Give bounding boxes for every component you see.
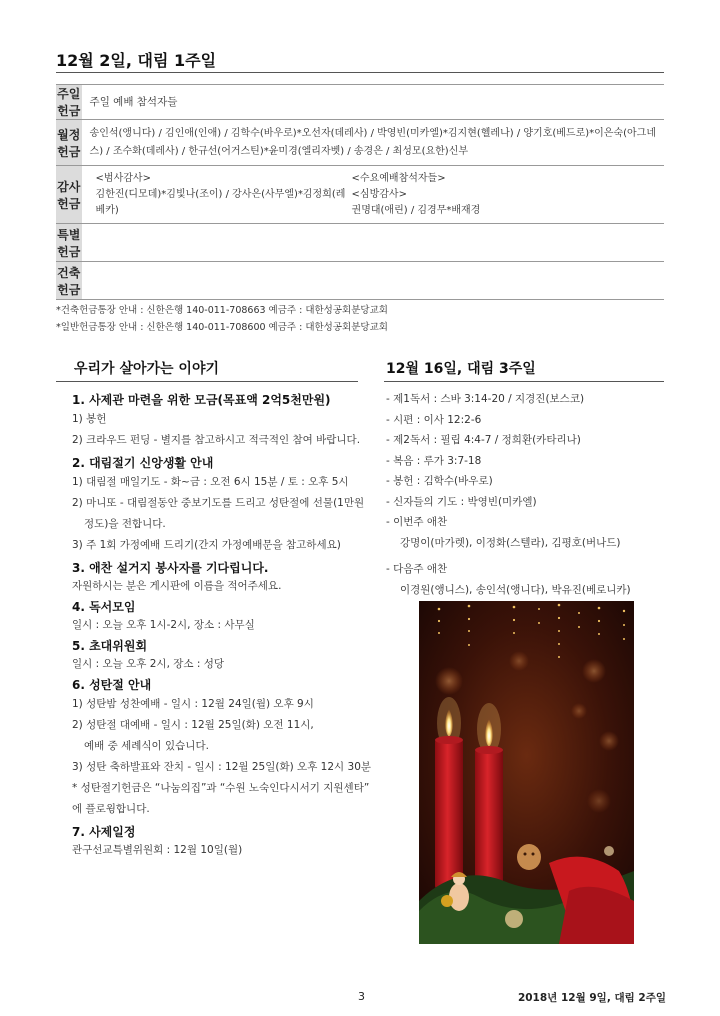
thanks-left-line: 베카) xyxy=(95,204,119,216)
dec16-section xyxy=(386,389,666,600)
dec16-heading-rule xyxy=(384,381,664,382)
story-line: 일시 : 오늘 오후 1시-2시, 장소 : 사무실 xyxy=(72,619,255,631)
thanks-offering-label: 감사헌금 xyxy=(56,166,82,224)
story-line: 3) 주 1회 가정예배 드리기(간지 가정예배문을 참고하세요) xyxy=(72,539,341,551)
story-line: 예배 중 세례식이 있습니다. xyxy=(84,740,209,752)
thanks-right-heading: <수요예배참석자들> xyxy=(351,172,446,184)
story-line: 2) 성탄절 대예배 - 일시 : 12월 25일(화) 오전 11시, xyxy=(72,719,314,731)
thanks-left-heading: <범사감사> xyxy=(95,172,151,184)
offering-row-sunday xyxy=(56,85,664,120)
story-line: 1) 봉헌 xyxy=(72,413,107,425)
dec16-item: - 제2독서 : 필립 4:4-7 / 정희환(카타리나) xyxy=(386,434,581,446)
dec16-item: - 이번주 애찬 xyxy=(386,516,448,528)
story-line: 3) 성탄 축하발표와 잔치 - 일시 : 12월 25일(화) 오후 12시 30분 xyxy=(72,761,372,773)
thanks-offering-text xyxy=(82,166,664,224)
thanks-right-column xyxy=(352,171,656,219)
dec16-item: 강명이(마가렛), 이정화(스텔라), 김평호(버나드) xyxy=(400,536,621,549)
building-offering-value xyxy=(82,262,664,300)
page-number: 3 xyxy=(358,990,365,1003)
story-line: 1) 대림절 매일기도 - 화~금 : 오전 6시 15분 / 토 : 오후 5시 xyxy=(72,476,349,488)
thanks-left-line: 김한진(디모데)*김빛나(조이) / 강사은(사무엘)*김정희(레 xyxy=(95,188,346,200)
story-line: 에 플로윙합니다. xyxy=(72,803,150,815)
dec16-item: - 다음주 애찬 xyxy=(386,563,448,575)
monthly-offering-line: 송인석(앵니다) / 김인애(인애) / 김학수(바우로)*오선자(데레사) / 박영빈(미카엘)*김지현(헬레나) / 양기호(베드로)*이은숙(아그네 xyxy=(89,128,656,139)
story-line: 정도)을 전합니다. xyxy=(84,518,166,530)
thanks-left-column xyxy=(90,171,352,219)
dec16-item: - 제1독서 : 스바 3:14-20 / 지경진(보스코) xyxy=(386,393,585,405)
advent-candles-image xyxy=(419,601,634,944)
story-line: 자원하시는 분은 게시판에 이름을 적어주세요. xyxy=(72,580,282,592)
story-item-title: 3. 애찬 설거지 봉사자를 기다립니다. xyxy=(72,561,269,575)
monthly-offering-label: 월정헌금 xyxy=(56,120,82,166)
story-heading: 우리가 살아가는 이야기 xyxy=(74,361,219,377)
footer-date: 2018년 12월 9일, 대림 2주일 xyxy=(517,992,666,1004)
story-line: 관구선교특별위원회 : 12월 10일(월) xyxy=(72,844,243,856)
story-heading-rule xyxy=(56,381,358,382)
thanks-right-line: <심방감사> xyxy=(351,188,407,200)
general-account-note: *일반헌금통장 안내 : 신한은행 140-011-708600 예금주 : 대한성공회분당교회 xyxy=(56,322,388,333)
dec16-item: 이경원(앵니스), 송인석(앵니다), 박유진(베로니카) xyxy=(400,583,631,596)
special-offering-value xyxy=(82,224,664,262)
offering-row-building xyxy=(56,262,664,300)
building-offering-label: 건축헌금 xyxy=(56,262,82,300)
building-account-note: *건축헌금통장 안내 : 신한은행 140-011-708663 예금주 : 대한성공회분당교회 xyxy=(56,305,388,316)
sunday-offering-label: 주일헌금 xyxy=(56,85,82,120)
story-item-title: 2. 대림절기 신앙생활 안내 xyxy=(72,456,214,470)
dec16-item: - 신자들의 기도 : 박영빈(미카엘) xyxy=(386,495,537,508)
dec16-heading: 12월 16일, 대림 3주일 xyxy=(386,361,536,377)
story-item-title: 7. 사제일정 xyxy=(72,825,136,839)
thanks-right-line: 권명대(애린) / 김경무*배재경 xyxy=(351,204,481,216)
monthly-offering-line: 스) / 조수화(데레사) / 한규선(어거스틴)*윤미경(엘리자벳) / 송경은 / 최성모(요한)신부 xyxy=(89,145,469,157)
offering-table xyxy=(56,84,664,300)
story-line: 1) 성탄밤 성찬예배 - 일시 : 12월 24일(월) 오후 9시 xyxy=(72,698,314,710)
story-line: 2) 크라우드 펀딩 - 별지를 참고하시고 적극적인 참여 바랍니다. xyxy=(72,434,361,446)
page-title: 12월 2일, 대림 1주일 xyxy=(56,51,217,70)
title-rule xyxy=(56,72,664,73)
story-item-title: 6. 성탄절 안내 xyxy=(72,678,152,692)
offering-row-special xyxy=(56,224,664,262)
story-line: 일시 : 오늘 오후 2시, 장소 : 성당 xyxy=(72,658,225,670)
special-offering-label: 특별헌금 xyxy=(56,224,82,262)
story-line: * 성탄절기헌금은 “나눔의집”과 “수원 노숙인다시서기 지원센타” xyxy=(72,782,370,794)
dec16-item: - 봉헌 : 김학수(바우로) xyxy=(386,475,493,487)
story-item-title: 1. 사제관 마련을 위한 모금(목표액 2억5천만원) xyxy=(72,393,331,407)
story-line: 2) 마니또 - 대림절동안 중보기도를 드리고 성탄절에 선물(1만원 xyxy=(72,497,365,509)
dec16-item: - 복음 : 루가 3:7-18 xyxy=(386,454,482,467)
story-section xyxy=(72,388,372,859)
offering-row-monthly xyxy=(56,120,664,166)
story-item-title: 4. 독서모임 xyxy=(72,600,136,614)
story-item-title: 5. 초대위원회 xyxy=(72,639,148,653)
dec16-item: - 시편 : 이사 12:2-6 xyxy=(386,413,482,426)
monthly-offering-text xyxy=(82,120,664,166)
sunday-offering-text: 주일 예배 참석자들 xyxy=(82,85,664,120)
offering-row-thanks xyxy=(56,166,664,224)
